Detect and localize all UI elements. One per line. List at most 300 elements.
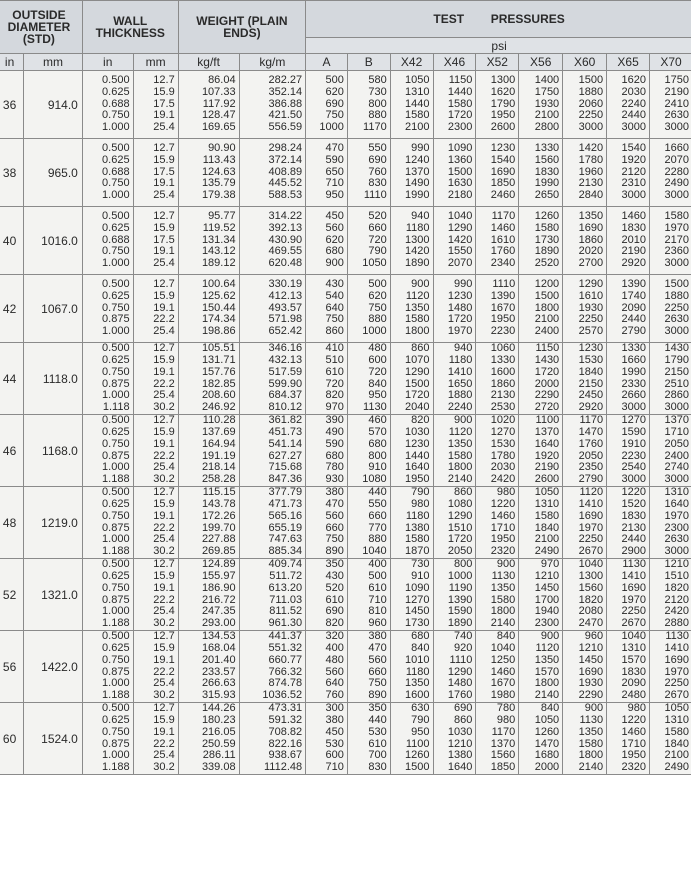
wall-thickness-in-value: 1.000 — [102, 189, 130, 202]
weight-kg-per-m — [239, 487, 306, 559]
test-pressure-value: 790 — [368, 245, 387, 258]
weight-kg-per-ft-value: 125.62 — [201, 289, 236, 302]
test-pressure-x52 — [476, 71, 519, 139]
test-pressure-value: 1880 — [447, 389, 473, 402]
test-pressure-x52 — [476, 139, 519, 207]
test-pressure-value: 1080 — [362, 473, 387, 486]
test-pressure-value: 1230 — [490, 142, 516, 154]
test-pressure-value: 960 — [368, 617, 387, 630]
test-pressure-value: 1530 — [490, 437, 516, 450]
weight-kg-per-m-value: 810.12 — [268, 401, 303, 414]
weight-kg-per-ft-value: 174.34 — [201, 313, 236, 326]
test-pressure-value: 1720 — [405, 389, 430, 402]
weight-kg-per-ft-value: 201.40 — [201, 653, 236, 666]
test-pressure-value: 2190 — [621, 245, 646, 258]
weight-kg-per-m-value: 409.74 — [268, 558, 303, 571]
test-pressure-x56 — [519, 487, 563, 559]
test-pressure-value: 1500 — [664, 278, 689, 290]
test-pressure-x60 — [563, 415, 607, 487]
test-pressure-value: 1950 — [490, 109, 516, 122]
test-pressure-value: 1800 — [578, 749, 604, 762]
weight-kg-per-ft-value: 113.43 — [202, 153, 236, 166]
test-pressure-x60 — [563, 343, 607, 415]
od-inches: 36 — [0, 71, 24, 139]
test-pressure-value: 1080 — [447, 497, 473, 510]
test-pressure-value: 1830 — [534, 165, 560, 178]
wall-thickness-in-value: 1.188 — [102, 617, 130, 630]
test-pressure-value: 2570 — [578, 325, 604, 338]
weight-kg-per-ft-value: 182.85 — [201, 377, 236, 390]
test-pressure-value: 2190 — [534, 461, 560, 474]
wall-thickness-mm-value: 25.4 — [153, 461, 175, 474]
test-pressure-value: 720 — [368, 233, 387, 246]
test-pressure-value: 1720 — [447, 109, 473, 122]
test-pressure-value: 1290 — [447, 665, 473, 678]
test-pressure-value: 320 — [325, 630, 344, 643]
wall-thickness-in — [82, 415, 133, 487]
test-pressure-a — [306, 343, 348, 415]
test-pressure-value: 2140 — [578, 761, 604, 774]
test-pressure-value: 1520 — [621, 497, 646, 510]
test-pressure-a — [306, 139, 348, 207]
wall-thickness-in-value: 0.500 — [102, 558, 130, 571]
test-pressure-b — [347, 71, 390, 139]
grade-header: X42 — [390, 54, 433, 71]
test-pressure-value: 830 — [368, 177, 387, 190]
test-pressure-value: 1070 — [405, 353, 430, 366]
test-pressure-value: 2230 — [621, 449, 646, 462]
test-pressure-value: 2290 — [578, 689, 604, 702]
test-pressure-value: 2490 — [534, 545, 560, 558]
wall-thickness-in-value: 0.500 — [102, 702, 130, 715]
test-pressure-value: 1390 — [447, 593, 473, 606]
test-pressure-value: 2320 — [490, 545, 516, 558]
test-pressure-value: 480 — [325, 653, 344, 666]
test-pressure-value: 1100 — [535, 414, 560, 427]
test-pressure-x65 — [607, 343, 650, 415]
test-pressure-x46 — [433, 703, 476, 775]
test-pressure-value: 710 — [368, 593, 387, 606]
test-pressure-value: 1410 — [447, 365, 473, 378]
weight-kg-per-ft — [178, 343, 239, 415]
test-pressure-value: 1000 — [447, 569, 473, 582]
test-pressure-value: 1210 — [578, 641, 604, 654]
wall-thickness-mm — [133, 139, 178, 207]
test-pressure-value: 970 — [325, 401, 344, 414]
test-pressure-value: 1820 — [664, 581, 689, 594]
test-pressure-value: 1750 — [664, 74, 689, 86]
test-pressure-value: 1040 — [578, 558, 604, 571]
test-pressure-value: 1840 — [578, 365, 604, 378]
unit-header: kg/m — [239, 54, 306, 71]
test-pressure-value: 2000 — [534, 377, 560, 390]
test-pressure-value: 1500 — [578, 74, 604, 86]
test-pressure-value: 2150 — [578, 377, 604, 390]
test-pressure-value: 550 — [368, 142, 387, 154]
test-pressure-value: 840 — [496, 630, 516, 643]
test-pressure-value: 1510 — [447, 521, 473, 534]
weight-kg-per-m-value: 1036.52 — [262, 689, 303, 702]
test-pressure-value: 380 — [368, 630, 387, 643]
wall-thickness-in-value: 0.750 — [102, 509, 130, 522]
weight-kg-per-m-value: 591.32 — [268, 713, 303, 726]
test-pressure-value: 620 — [368, 289, 387, 302]
test-pressure-value: 610 — [325, 365, 344, 378]
wall-thickness-in-value: 0.500 — [102, 342, 130, 355]
test-pressure-value: 1370 — [490, 737, 516, 750]
od-millimeters: 1422.0 — [24, 631, 83, 703]
test-pressure-value: 1130 — [579, 713, 604, 726]
test-pressure-x52 — [476, 487, 519, 559]
od-millimeters: 1118.0 — [24, 343, 83, 415]
test-pressure-value: 1970 — [664, 509, 689, 522]
test-pressure-value: 950 — [368, 389, 387, 402]
pipe-size-group — [0, 487, 691, 559]
test-pressure-value: 1540 — [621, 142, 646, 154]
test-pressure-value: 900 — [454, 414, 473, 427]
test-pressure-value: 2410 — [664, 97, 689, 110]
wall-thickness-mm-value: 25.4 — [153, 121, 175, 134]
wall-thickness-mm-value: 15.9 — [153, 713, 175, 726]
test-pressure-value: 1210 — [447, 737, 473, 750]
test-pressure-value: 1350 — [578, 725, 604, 738]
test-pressure-value: 1270 — [405, 593, 430, 606]
test-pressure-value: 1830 — [621, 509, 646, 522]
test-pressure-value: 1620 — [490, 85, 516, 98]
test-pressure-value: 1170 — [363, 121, 387, 134]
wall-thickness-mm-value: 30.2 — [153, 689, 175, 702]
od-millimeters: 1067.0 — [24, 275, 83, 343]
test-pressure-value: 2130 — [578, 177, 604, 190]
test-pressure-value: 1960 — [578, 165, 604, 178]
test-pressure-value: 680 — [325, 245, 344, 258]
test-pressure-value: 600 — [368, 353, 387, 366]
test-pressure-value: 610 — [368, 581, 387, 594]
wall-thickness-in — [82, 139, 133, 207]
test-pressure-value: 1720 — [447, 313, 473, 326]
test-pressure-x65 — [607, 207, 650, 275]
test-pressure-value: 1600 — [490, 365, 516, 378]
od-inches: 40 — [0, 207, 24, 275]
test-pressure-value: 1210 — [664, 558, 689, 571]
test-pressure-value: 1950 — [621, 749, 646, 762]
test-pressure-value: 1260 — [534, 210, 560, 222]
test-pressure-value: 2050 — [447, 545, 473, 558]
test-pressure-value: 890 — [368, 689, 387, 702]
test-pressure-value: 730 — [411, 558, 430, 571]
weight-kg-per-m-value: 432.13 — [268, 353, 303, 366]
test-pressure-value: 3000 — [621, 401, 646, 414]
test-pressure-value: 1710 — [621, 737, 646, 750]
weight-kg-per-m-value: 620.48 — [268, 257, 303, 270]
test-pressure-value: 1040 — [447, 210, 473, 222]
test-pressure-value: 1270 — [621, 414, 646, 427]
test-pressure-value: 1470 — [578, 425, 604, 438]
test-pressure-value: 2190 — [664, 85, 689, 98]
wall-thickness-in-value: 1.000 — [102, 533, 130, 546]
test-pressure-value: 1640 — [447, 761, 473, 774]
test-pressure-value: 1370 — [534, 425, 560, 438]
test-pressure-x46 — [433, 343, 476, 415]
header-weight: WEIGHT (PLAIN ENDS) — [178, 1, 305, 54]
test-pressure-value: 1730 — [405, 617, 430, 630]
test-pressure-value: 2100 — [534, 109, 560, 122]
test-pressure-value: 380 — [325, 713, 344, 726]
test-pressure-value: 640 — [325, 677, 344, 690]
test-pressure-value: 1580 — [490, 593, 516, 606]
test-pressure-b — [347, 275, 390, 343]
test-pressure-value: 690 — [325, 97, 344, 110]
weight-kg-per-m-value: 811.52 — [269, 605, 303, 618]
wall-thickness-mm — [133, 415, 178, 487]
test-pressure-value: 1020 — [490, 414, 516, 427]
test-pressure-value: 1890 — [447, 617, 473, 630]
test-pressure-value: 1690 — [490, 165, 516, 178]
test-pressure-value: 2400 — [534, 325, 560, 338]
weight-kg-per-ft-value: 110.28 — [202, 414, 236, 427]
unit-header: mm — [24, 54, 83, 71]
test-pressure-value: 1460 — [621, 210, 646, 222]
weight-kg-per-m — [239, 71, 306, 139]
test-pressure-value: 560 — [325, 221, 344, 234]
test-pressure-x46 — [433, 139, 476, 207]
od-inches: 46 — [0, 415, 24, 487]
weight-kg-per-m-value: 346.16 — [268, 342, 303, 355]
test-pressure-value: 2440 — [621, 533, 646, 546]
test-pressure-value: 1120 — [535, 641, 560, 654]
test-pressure-value: 1950 — [490, 533, 516, 546]
test-pressure-value: 1350 — [405, 677, 430, 690]
test-pressure-x70 — [650, 487, 691, 559]
test-pressure-value: 1970 — [447, 325, 473, 338]
test-pressure-value: 980 — [496, 486, 516, 499]
weight-kg-per-m-value: 445.52 — [268, 177, 303, 190]
pipe-size-group — [0, 415, 691, 487]
wall-thickness-mm-value: 19.1 — [153, 437, 175, 450]
wall-thickness-in — [82, 631, 133, 703]
test-pressure-value: 1110 — [449, 653, 473, 666]
weight-kg-per-ft-value: 119.52 — [202, 221, 236, 234]
unit-header: mm — [133, 54, 178, 71]
test-pressure-value: 2100 — [664, 749, 689, 762]
test-pressure-value: 430 — [325, 569, 344, 582]
weight-kg-per-m — [239, 559, 306, 631]
test-pressure-value: 650 — [325, 165, 344, 178]
weight-kg-per-ft-value: 266.63 — [201, 677, 236, 690]
test-pressure-value: 1030 — [447, 725, 473, 738]
test-pressure-x70 — [650, 343, 691, 415]
test-pressure-x70 — [650, 207, 691, 275]
wall-thickness-in — [82, 343, 133, 415]
test-pressure-value: 2460 — [490, 189, 516, 202]
test-pressure-value: 1370 — [664, 414, 689, 427]
wall-thickness-in-value: 0.625 — [102, 425, 130, 438]
test-pressure-value: 1390 — [490, 289, 516, 302]
weight-kg-per-m-value: 747.63 — [268, 533, 303, 546]
test-pressure-value: 1930 — [534, 97, 560, 110]
weight-kg-per-ft-value: 107.33 — [201, 85, 236, 98]
test-pressure-value: 2100 — [534, 533, 560, 546]
weight-kg-per-m-value: 885.34 — [268, 545, 303, 558]
wall-thickness-in-value: 1.188 — [102, 545, 130, 558]
test-pressure-value: 490 — [325, 425, 344, 438]
test-pressure-value: 1920 — [534, 449, 560, 462]
test-pressure-value: 990 — [411, 142, 430, 154]
weight-kg-per-ft-value: 186.90 — [201, 581, 236, 594]
weight-kg-per-m-value: 1112.48 — [263, 761, 303, 774]
test-pressure-value: 2170 — [664, 233, 689, 246]
test-pressure-value: 1310 — [664, 713, 689, 726]
test-pressure-value: 2800 — [534, 121, 560, 134]
test-pressure-value: 3000 — [621, 121, 646, 134]
test-pressure-value: 1130 — [665, 630, 689, 643]
test-pressure-value: 2000 — [534, 761, 560, 774]
test-pressure-value: 2080 — [578, 605, 604, 618]
test-pressure-value: 820 — [411, 414, 430, 427]
test-pressure-value: 1690 — [578, 509, 604, 522]
wall-thickness-in-value: 1.000 — [102, 325, 130, 338]
test-pressure-value: 990 — [454, 278, 473, 290]
weight-kg-per-m-value: 551.32 — [268, 641, 303, 654]
wall-thickness-mm-value: 30.2 — [153, 473, 175, 486]
wall-thickness-mm — [133, 703, 178, 775]
wall-thickness-in-value: 0.500 — [102, 142, 130, 154]
test-pressure-x52 — [476, 631, 519, 703]
test-pressure-value: 1500 — [405, 377, 430, 390]
test-pressure-value: 1920 — [621, 153, 646, 166]
wall-thickness-mm-value: 22.2 — [153, 313, 175, 326]
weight-kg-per-m — [239, 139, 306, 207]
test-pressure-value: 1170 — [491, 725, 516, 738]
test-pressure-value: 2320 — [621, 761, 646, 774]
test-pressure-value: 1690 — [578, 221, 604, 234]
wall-thickness-in-value: 0.625 — [102, 289, 130, 302]
wall-thickness-in — [82, 487, 133, 559]
weight-kg-per-ft — [178, 71, 239, 139]
test-pressure-value: 1750 — [534, 85, 560, 98]
test-pressure-value: 1230 — [447, 289, 473, 302]
test-pressure-a — [306, 631, 348, 703]
test-pressure-value: 2490 — [664, 761, 689, 774]
weight-kg-per-m-value: 938.67 — [268, 749, 303, 762]
test-pressure-value: 1950 — [405, 473, 430, 486]
test-pressure-value: 2050 — [578, 449, 604, 462]
test-pressure-b — [347, 343, 390, 415]
test-pressure-value: 860 — [454, 486, 473, 499]
test-pressure-value: 1350 — [534, 653, 560, 666]
test-pressure-value: 1420 — [447, 233, 473, 246]
test-pressure-value: 3000 — [621, 189, 646, 202]
test-pressure-value: 410 — [325, 342, 344, 355]
test-pressure-value: 2740 — [664, 461, 689, 474]
test-pressure-value: 1640 — [534, 437, 560, 450]
test-pressure-value: 820 — [325, 617, 344, 630]
test-pressure-value: 500 — [368, 278, 387, 290]
wall-thickness-mm-value: 15.9 — [153, 85, 175, 98]
test-pressure-x46 — [433, 559, 476, 631]
weight-kg-per-m-value: 298.24 — [268, 142, 303, 154]
test-pressure-value: 700 — [368, 749, 387, 762]
weight-kg-per-m-value: 565.16 — [268, 509, 303, 522]
test-pressure-value: 1490 — [405, 177, 430, 190]
test-pressure-value: 780 — [325, 461, 344, 474]
test-pressure-value: 1540 — [490, 153, 516, 166]
test-pressure-value: 1480 — [447, 301, 473, 314]
test-pressure-value: 1970 — [664, 221, 689, 234]
weight-kg-per-m-value: 766.32 — [268, 665, 303, 678]
test-pressure-value: 1110 — [492, 278, 516, 290]
test-pressure-value: 1690 — [621, 581, 646, 594]
test-pressure-value: 900 — [584, 702, 604, 715]
weight-kg-per-m-value: 392.13 — [268, 221, 303, 234]
test-pressure-value: 1310 — [621, 641, 646, 654]
test-pressure-value: 2670 — [664, 689, 689, 702]
test-pressure-value: 1720 — [447, 533, 473, 546]
test-pressure-value: 1050 — [362, 257, 387, 270]
test-pressure-value: 2250 — [578, 313, 604, 326]
wall-thickness-in-value: 0.500 — [102, 278, 130, 290]
test-pressure-value: 470 — [325, 497, 344, 510]
test-pressure-value: 840 — [540, 702, 560, 715]
weight-kg-per-ft — [178, 703, 239, 775]
grade-header: X70 — [650, 54, 691, 71]
test-pressure-value: 1290 — [447, 221, 473, 234]
test-pressure-x42 — [390, 71, 433, 139]
unit-header: in — [82, 54, 133, 71]
test-pressure-value: 2360 — [664, 245, 689, 258]
test-pressure-value: 400 — [325, 641, 344, 654]
test-pressure-value: 900 — [325, 257, 344, 270]
wall-thickness-mm-value: 25.4 — [153, 189, 175, 202]
test-pressure-value: 2130 — [621, 521, 646, 534]
test-pressure-x42 — [390, 487, 433, 559]
test-pressure-value: 2020 — [578, 245, 604, 258]
weight-kg-per-ft-value: 189.12 — [201, 257, 236, 270]
test-pressure-value: 1310 — [405, 85, 430, 98]
header-test-pressures: TEST PRESSURES — [306, 1, 691, 38]
wall-thickness-mm-value: 25.4 — [153, 533, 175, 546]
test-pressure-value: 1580 — [405, 109, 430, 122]
test-pressure-x56 — [519, 631, 563, 703]
test-pressure-value: 1800 — [405, 325, 430, 338]
weight-kg-per-m — [239, 631, 306, 703]
test-pressure-value: 1270 — [490, 425, 516, 438]
test-pressure-value: 2140 — [490, 617, 516, 630]
test-pressure-x70 — [650, 415, 691, 487]
test-pressure-value: 770 — [368, 521, 387, 534]
test-pressure-x70 — [650, 139, 691, 207]
wall-thickness-in — [82, 71, 133, 139]
test-pressure-x70 — [650, 71, 691, 139]
weight-kg-per-m-value: 352.14 — [268, 85, 303, 98]
test-pressure-value: 3000 — [621, 473, 646, 486]
unit-header: in — [0, 54, 24, 71]
test-pressure-value: 1350 — [405, 301, 430, 314]
test-pressure-value: 1630 — [447, 177, 473, 190]
weight-kg-per-ft-value: 198.86 — [201, 325, 236, 338]
test-pressure-value: 780 — [496, 702, 516, 715]
weight-kg-per-ft-value: 90.90 — [208, 142, 236, 154]
test-pressure-x56 — [519, 71, 563, 139]
test-pressure-x60 — [563, 631, 607, 703]
test-pressure-value: 1440 — [405, 97, 430, 110]
weight-kg-per-ft — [178, 487, 239, 559]
test-pressure-value: 1580 — [534, 221, 560, 234]
test-pressure-value: 1620 — [621, 74, 646, 86]
test-pressure-value: 1150 — [448, 74, 473, 86]
test-pressure-value: 1710 — [664, 425, 689, 438]
test-pressure-value: 1710 — [490, 521, 516, 534]
